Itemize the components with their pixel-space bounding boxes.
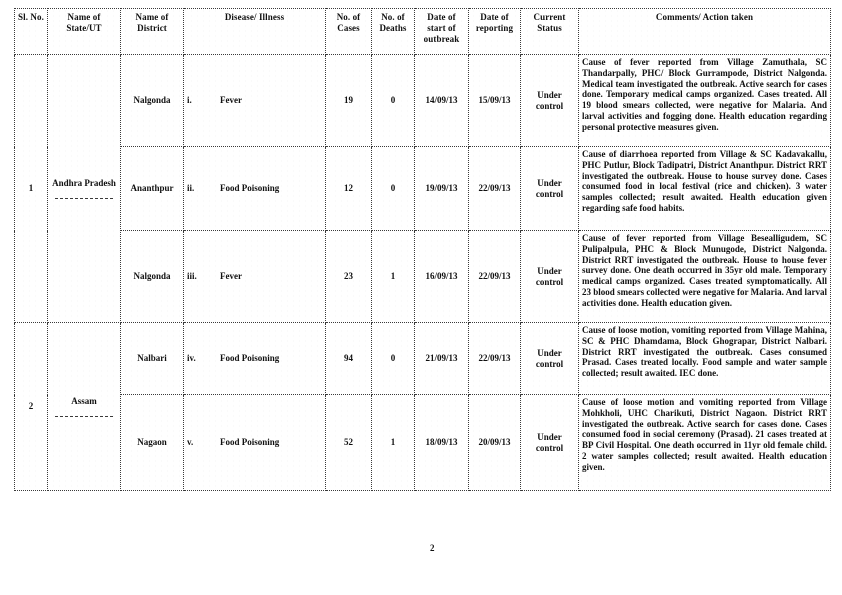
disease-name: Food Poisoning	[220, 183, 280, 194]
outbreak-report-table	[14, 8, 831, 491]
table-row	[15, 323, 831, 395]
header-state: Name of State/UT	[48, 9, 121, 55]
date-start-cell: 18/09/13	[415, 395, 469, 491]
table-row	[15, 231, 831, 323]
header-district: Name of District	[121, 9, 184, 55]
status-cell: Under control	[521, 231, 579, 323]
cases-cell: 52	[326, 395, 372, 491]
district-cell: Nalbari	[121, 323, 184, 395]
comments-cell: Cause of diarrhoea reported from Village & SC Kadavakallu, PHC Putlur, Block Tadipatri, District Ananthpur. District RRT investigated the outbreak. House to house survey done. Cases consumed food in local festival (rice and chicken). 3 water samples collected; result awaited. Health education given regarding safe food habits.	[579, 147, 831, 231]
disease-index: iv.	[187, 353, 196, 364]
disease-cell	[184, 147, 326, 231]
disease-name: Food Poisoning	[220, 353, 280, 364]
disease-name: Fever	[220, 271, 242, 282]
comments-cell: Cause of fever reported from Village Besealligudem, SC Pulipalpula, PHC & Block Munugode, District Nalgonda. District RRT investigated the outbreak. House to house fever survey done. One death occurred in 35yr old male. Temporary medical camps organized. Cases treated symptomatically. All 23 blood smears collected were negative for Malaria. And larval activities done. Health education given.	[579, 231, 831, 323]
deaths-cell: 0	[372, 323, 415, 395]
deaths-cell: 1	[372, 231, 415, 323]
deaths-cell: 1	[372, 395, 415, 491]
district-cell: Nalgonda	[121, 231, 184, 323]
state-cell	[48, 323, 121, 491]
district-cell: Ananthpur	[121, 147, 184, 231]
page-number: 2	[430, 543, 435, 553]
district-cell: Nalgonda	[121, 55, 184, 147]
table-row	[15, 147, 831, 231]
date-start-cell: 14/09/13	[415, 55, 469, 147]
cases-cell: 23	[326, 231, 372, 323]
header-deaths: No. of Deaths	[372, 9, 415, 55]
cases-cell: 19	[326, 55, 372, 147]
comments-cell: Cause of fever reported from Village Zamuthala, SC Thandarpally, PHC/ Block Gurrampode, District Nalgonda. Medical team investigated the outbreak. Active search for cases done. Temporary medical camps organized. Cases treated. All 19 blood smears collected, were negative for Malaria. And larval activities and fogging done. Health education regarding personal protective measures given.	[579, 55, 831, 147]
disease-index: i.	[187, 95, 192, 106]
header-comments: Comments/ Action taken	[579, 9, 831, 55]
date-reporting-cell: 22/09/13	[469, 323, 521, 395]
comments-cell: Cause of loose motion and vomiting reported from Village Mohkholi, UHC Charikuti, District Nagaon. District RRT investigated the outbreak. Active search for cases done. Cases consumed food in social ceremony (Prasad). 21 cases treated at BP Civil Hospital. One death occurred in 11yr old female child. 2 water samples collected; result awaited. Health education given.	[579, 395, 831, 491]
disease-index: v.	[187, 437, 194, 448]
cases-cell: 12	[326, 147, 372, 231]
table-row	[15, 55, 831, 147]
date-start-cell: 19/09/13	[415, 147, 469, 231]
header-status: Current Status	[521, 9, 579, 55]
status-cell: Under control	[521, 55, 579, 147]
date-reporting-cell: 22/09/13	[469, 231, 521, 323]
cases-cell: 94	[326, 323, 372, 395]
district-cell: Nagaon	[121, 395, 184, 491]
deaths-cell: 0	[372, 147, 415, 231]
state-leader-line	[55, 198, 113, 199]
state-name: Assam	[71, 396, 97, 407]
table-row	[15, 395, 831, 491]
disease-index: ii.	[187, 183, 195, 194]
disease-cell	[184, 55, 326, 147]
date-reporting-cell: 20/09/13	[469, 395, 521, 491]
disease-cell	[184, 323, 326, 395]
sl-no-cell: 2	[15, 323, 48, 491]
table-header-row	[15, 9, 831, 55]
comments-cell: Cause of loose motion, vomiting reported from Village Mahina, SC & PHC Dhamdama, Block Ghograpar, District Nalbari. District RRT investigated the outbreak. Cases consumed Prasad. Cases treated locally. Food sample and water sample collected; result awaited. IEC done.	[579, 323, 831, 395]
header-date-reporting: Date of reporting	[469, 9, 521, 55]
date-reporting-cell: 15/09/13	[469, 55, 521, 147]
status-cell: Under control	[521, 323, 579, 395]
disease-cell	[184, 395, 326, 491]
disease-name: Food Poisoning	[220, 437, 280, 448]
header-cases: No. of Cases	[326, 9, 372, 55]
disease-index: iii.	[187, 271, 197, 282]
date-start-cell: 21/09/13	[415, 323, 469, 395]
state-cell	[48, 55, 121, 323]
date-reporting-cell: 22/09/13	[469, 147, 521, 231]
header-sl-no: Sl. No.	[15, 9, 48, 55]
disease-cell	[184, 231, 326, 323]
deaths-cell: 0	[372, 55, 415, 147]
header-disease: Disease/ Illness	[184, 9, 326, 55]
state-name: Andhra Pradesh	[52, 178, 116, 189]
state-leader-line	[55, 416, 113, 417]
header-date-start: Date of start of outbreak	[415, 9, 469, 55]
disease-name: Fever	[220, 95, 242, 106]
status-cell: Under control	[521, 395, 579, 491]
sl-no-cell: 1	[15, 55, 48, 323]
status-cell: Under control	[521, 147, 579, 231]
date-start-cell: 16/09/13	[415, 231, 469, 323]
